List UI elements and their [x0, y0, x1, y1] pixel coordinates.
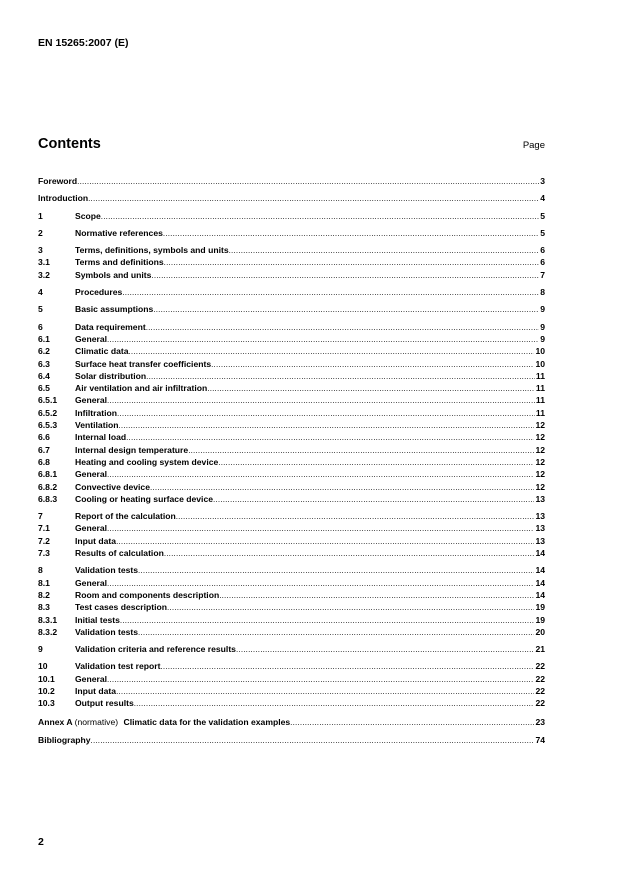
leader-dots	[146, 322, 540, 334]
toc-entry[interactable]	[38, 227, 545, 239]
toc-entry[interactable]	[38, 564, 545, 576]
toc-section-title: Procedures	[75, 287, 123, 298]
toc-section-number: 6.5.3	[38, 420, 58, 431]
toc-page-number: 13	[535, 493, 545, 504]
toc-section-title: Data requirement	[75, 321, 146, 332]
toc-page-number: 6	[540, 257, 545, 268]
leader-dots	[211, 359, 534, 371]
leader-dots	[107, 674, 534, 686]
toc-section-number: 10.3	[38, 698, 55, 709]
leader-dots	[107, 523, 534, 535]
toc-section-number: 6.3	[38, 358, 50, 369]
toc-section-title: Output results	[75, 698, 134, 709]
toc-section-number: 7.2	[38, 535, 50, 546]
toc-section-number: 3.2	[38, 269, 50, 280]
leader-dots	[120, 615, 535, 627]
toc-section-title: Validation test report	[75, 661, 161, 672]
toc-section-title: Ventilation	[75, 420, 119, 431]
toc-entry[interactable]	[38, 547, 545, 559]
toc-page-number: 10	[535, 346, 545, 357]
toc-section-number: 6.2	[38, 346, 50, 357]
toc-page-number: 5	[540, 227, 545, 238]
toc-section-number: 6.8.1	[38, 469, 58, 480]
toc-section-number: 5	[38, 304, 43, 315]
toc-page-number: 13	[535, 535, 545, 546]
leader-dots	[176, 511, 535, 523]
toc-section-number: 6.6	[38, 432, 50, 443]
toc-section-number: 6.7	[38, 444, 50, 455]
toc-section-title: Internal design temperature	[75, 444, 189, 455]
leader-dots	[167, 602, 534, 614]
toc-entry[interactable]	[38, 626, 545, 638]
toc-page-number: 19	[535, 602, 545, 613]
toc-entry[interactable]	[38, 394, 545, 406]
toc-section-title: Scope	[75, 210, 101, 221]
toc-section-number: 8.3.2	[38, 626, 58, 637]
toc-page-number: 9	[540, 304, 545, 315]
toc-entry[interactable]	[38, 370, 545, 382]
toc-section-title: General	[75, 333, 108, 344]
toc-entry[interactable]	[38, 345, 545, 357]
toc-section-number: 6	[38, 321, 43, 332]
leader-dots	[117, 408, 535, 420]
toc-page-number: 5	[540, 210, 545, 221]
toc-page-number: 11	[535, 370, 545, 381]
toc-section-number: 3	[38, 245, 43, 256]
leader-dots	[164, 548, 535, 560]
toc-section-title: General	[75, 395, 108, 406]
toc-page-number: 11	[535, 407, 545, 418]
toc-page-number: 13	[535, 511, 545, 522]
toc-page-number: 22	[535, 661, 545, 672]
toc-entry[interactable]	[38, 431, 545, 443]
leader-dots	[188, 445, 534, 457]
toc-section-number: 10.2	[38, 685, 55, 696]
toc-entry[interactable]	[38, 614, 545, 626]
leader-dots	[77, 176, 539, 188]
toc-entry[interactable]	[38, 481, 545, 493]
leader-dots	[218, 457, 534, 469]
toc-page-number: 12	[535, 469, 545, 480]
toc-section-number: 6.4	[38, 370, 50, 381]
toc-section-title: Foreword	[38, 176, 78, 186]
leader-dots	[163, 228, 539, 240]
toc-entry[interactable]	[38, 192, 545, 204]
toc-entry[interactable]	[38, 685, 545, 697]
leader-dots	[160, 661, 534, 673]
toc-page-number: 9	[540, 333, 545, 344]
leader-dots	[91, 735, 535, 747]
toc-section-number: 10	[38, 661, 48, 672]
toc-section-number: 8.3.1	[38, 614, 58, 625]
toc-page-number: 12	[535, 432, 545, 443]
toc-section-number: 7	[38, 511, 43, 522]
toc-page-number: 22	[535, 673, 545, 684]
toc-section-title: General	[75, 673, 108, 684]
toc-section-number: 6.5	[38, 383, 50, 394]
toc-section-number: 8.2	[38, 589, 50, 600]
leader-dots	[164, 257, 540, 269]
toc-entry[interactable]	[38, 643, 545, 655]
toc-section-title: Infiltration	[75, 407, 118, 418]
toc-section-title: Results of calculation	[75, 548, 164, 559]
toc-section-title: Internal load	[75, 432, 127, 443]
leader-dots	[134, 698, 535, 710]
toc-page-number: 12	[535, 420, 545, 431]
toc-entry[interactable]	[38, 444, 545, 456]
toc-page-number: 3	[540, 176, 545, 186]
bibliography-page: 74	[535, 734, 545, 745]
toc-page-number: 8	[540, 287, 545, 298]
toc-section-title: Input data	[75, 685, 117, 696]
toc-entry[interactable]	[38, 493, 545, 505]
leader-dots	[219, 590, 534, 602]
toc-entry[interactable]	[38, 175, 545, 187]
toc-entry[interactable]	[38, 321, 545, 333]
toc-page-number: 21	[535, 644, 545, 655]
toc-page-number: 12	[535, 444, 545, 455]
annex-page: 23	[535, 716, 545, 727]
toc-section-title: Validation tests	[75, 626, 139, 637]
toc-page-number: 6	[540, 245, 545, 256]
toc-entry-annex-a[interactable]	[38, 716, 545, 728]
toc-page-number: 10	[535, 358, 545, 369]
toc-section-number: 6.5.1	[38, 395, 58, 406]
toc-entry[interactable]	[38, 660, 545, 672]
toc-entry[interactable]	[38, 577, 545, 589]
toc-page-number: 11	[535, 383, 545, 394]
toc-section-number: 8	[38, 565, 43, 576]
toc-entry[interactable]	[38, 697, 545, 709]
toc-page-number: 14	[535, 589, 545, 600]
toc-section-number: 6.8.3	[38, 493, 58, 504]
toc-page-number: 14	[535, 577, 545, 588]
page-column-label: Page	[522, 140, 545, 151]
toc-section-title: Climatic data	[75, 346, 129, 357]
toc-entry[interactable]	[38, 510, 545, 522]
leader-dots	[116, 536, 534, 548]
toc-entry[interactable]	[38, 589, 545, 601]
toc-page-number: 4	[540, 193, 545, 204]
toc-section-number: 2	[38, 227, 43, 238]
toc-section-number: 6.1	[38, 333, 50, 344]
toc-section-number: 4	[38, 287, 43, 298]
toc-section-title: Surface heat transfer coefficients	[75, 358, 212, 369]
toc-page-number: 19	[535, 614, 545, 625]
leader-dots	[236, 644, 534, 656]
leader-dots	[107, 469, 534, 481]
toc-section-title: Air ventilation and air infiltration	[75, 383, 208, 394]
toc-section-title: Validation criteria and reference results	[75, 644, 236, 655]
toc-section-number: 3.1	[38, 257, 50, 268]
toc-entry[interactable]	[38, 535, 545, 547]
bibliography-title: Bibliography	[38, 734, 91, 745]
toc-section-number: 6.5.2	[38, 407, 58, 418]
leader-dots	[290, 717, 534, 729]
toc-entry[interactable]	[38, 407, 545, 419]
annex-label: Annex A	[38, 716, 73, 727]
leader-dots	[116, 686, 534, 698]
leader-dots	[88, 193, 539, 205]
toc-page-number: 9	[540, 321, 545, 332]
toc-section-number: 8.3	[38, 602, 50, 613]
toc-section-title: Convective device	[75, 481, 150, 492]
toc-section-title: General	[75, 523, 108, 534]
toc-section-title: Solar distribution	[75, 370, 147, 381]
leader-dots	[229, 245, 540, 257]
toc-entry[interactable]	[38, 256, 545, 268]
document-header: EN 15265:2007 (E)	[38, 37, 129, 49]
toc-entry[interactable]	[38, 468, 545, 480]
toc-page-number: 22	[535, 685, 545, 696]
leader-dots	[151, 270, 539, 282]
toc-entry[interactable]	[38, 333, 545, 345]
toc-page-number: 14	[535, 565, 545, 576]
toc-section-number: 9	[38, 644, 43, 655]
toc-section-title: Terms, definitions, symbols and units	[75, 245, 229, 256]
contents-title: Contents	[38, 136, 101, 152]
toc-entry[interactable]	[38, 601, 545, 613]
toc-entry[interactable]	[38, 358, 545, 370]
toc-entry[interactable]	[38, 244, 545, 256]
toc-section-title: Basic assumptions	[75, 304, 154, 315]
toc-section-title: Symbols and units	[75, 269, 152, 280]
toc-section-title: Test cases description	[75, 602, 168, 613]
leader-dots	[138, 565, 534, 577]
toc-section-title: Introduction	[38, 193, 89, 204]
toc-section-number: 6.8	[38, 456, 50, 467]
toc-section-number: 8.1	[38, 577, 50, 588]
toc-entry[interactable]	[38, 286, 545, 298]
annex-qualifier: (normative)	[74, 716, 119, 727]
toc-section-number: 10.1	[38, 673, 55, 684]
toc-entry[interactable]	[38, 303, 545, 315]
toc-section-title: Normative references	[75, 227, 163, 238]
page-number: 2	[38, 836, 44, 848]
leader-dots	[153, 304, 539, 316]
toc-section-title: Report of the calculation	[75, 511, 176, 522]
leader-dots	[118, 420, 534, 432]
toc-section-title: Heating and cooling system device	[75, 456, 219, 467]
leader-dots	[207, 383, 535, 395]
toc-section-number: 7.1	[38, 523, 50, 534]
toc-page-number: 14	[535, 548, 545, 559]
toc-page-number: 22	[535, 698, 545, 709]
toc-page-number: 20	[535, 626, 545, 637]
toc-section-title: Initial tests	[75, 614, 120, 625]
toc-page-number: 12	[535, 481, 545, 492]
toc-section-title: Validation tests	[75, 565, 139, 576]
leader-dots	[122, 287, 539, 299]
toc-section-title: Cooling or heating surface device	[75, 493, 214, 504]
toc-entry[interactable]	[38, 456, 545, 468]
toc-entry[interactable]	[38, 269, 545, 281]
toc-section-title: General	[75, 469, 108, 480]
leader-dots	[107, 334, 539, 346]
table-of-contents	[38, 175, 545, 746]
toc-section-number: 7.3	[38, 548, 50, 559]
toc-entry[interactable]	[38, 210, 545, 222]
toc-entry[interactable]	[38, 419, 545, 431]
toc-section-number: 6.8.2	[38, 481, 58, 492]
leader-dots	[107, 395, 535, 407]
toc-section-title: Input data	[75, 535, 117, 546]
toc-section-title: Room and components description	[75, 589, 220, 600]
leader-dots	[138, 627, 534, 639]
toc-page-number: 11	[535, 395, 545, 406]
toc-section-title: Terms and definitions	[75, 257, 164, 268]
toc-section-title: General	[75, 577, 108, 588]
toc-entry[interactable]	[38, 522, 545, 534]
toc-page-number: 12	[535, 456, 545, 467]
leader-dots	[101, 211, 539, 223]
toc-entry[interactable]	[38, 673, 545, 685]
toc-entry[interactable]	[38, 382, 545, 394]
toc-page-number: 13	[535, 523, 545, 534]
leader-dots	[213, 494, 534, 506]
toc-entry-bibliography[interactable]	[38, 734, 545, 746]
annex-title: Climatic data for the validation examples	[123, 716, 291, 727]
toc-page-number: 7	[540, 269, 545, 280]
toc-section-number: 1	[38, 210, 43, 221]
